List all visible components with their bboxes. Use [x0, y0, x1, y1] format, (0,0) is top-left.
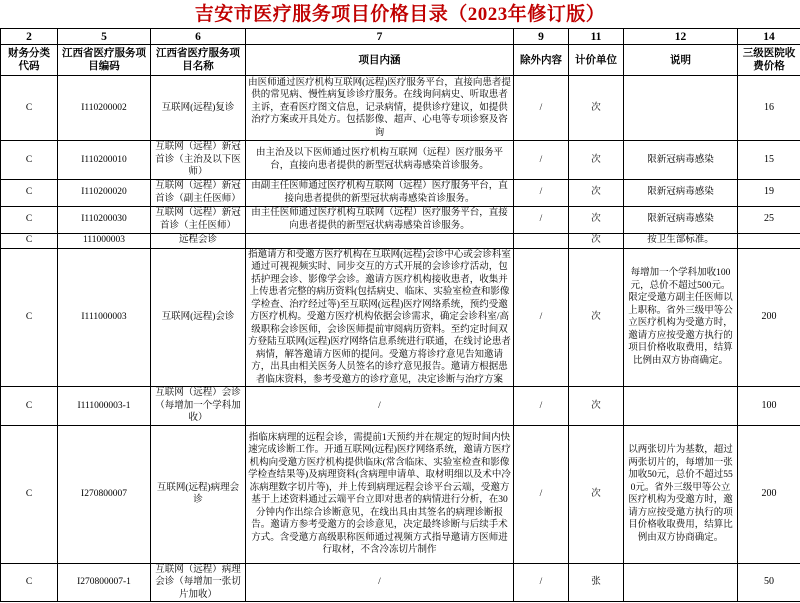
cell-category: C — [1, 425, 58, 563]
cell-category: C — [1, 233, 58, 248]
column-number: 14 — [738, 29, 800, 45]
cell-unit: 次 — [569, 141, 624, 180]
table-row — [1, 233, 800, 248]
cell-price: 100 — [738, 387, 800, 426]
cell-category: C — [1, 563, 58, 602]
cell-name: 远程会诊 — [151, 233, 246, 248]
column-header: 项目内涵 — [246, 45, 514, 76]
cell-code: I270800007 — [58, 425, 151, 563]
cell-content: 由副主任医师通过医疗机构互联网（远程）医疗服务平台，直接向患者提供的新型冠状病毒感染首诊服务。 — [246, 179, 514, 206]
cell-price: 15 — [738, 141, 800, 180]
cell-unit: 次 — [569, 206, 624, 233]
cell-note: 以两张切片为基数，超过两张切片的，每增加一张加收50元，总价不超过550元。省外三级甲等公立医疗机构为受邀方时，邀请方应按受邀方执行的项目价格收取费用，结算比例由双方协商确定。 — [624, 425, 738, 563]
cell-category: C — [1, 141, 58, 180]
column-number: 2 — [1, 29, 58, 45]
cell-code: I111000003 — [58, 248, 151, 387]
table-row — [1, 425, 800, 563]
cell-content — [246, 233, 514, 248]
cell-note: 限新冠病毒感染 — [624, 179, 738, 206]
cell-note: 限新冠病毒感染 — [624, 206, 738, 233]
cell-content: 指临床病理的远程会诊，需提前1天预约并在规定的短时间内快速完成诊断工作。开通互联网(远程)医疗网络系统，邀请方医疗机构向受邀方医疗机构提供临床(常含临床、实验室检查和影像学检查结果等)及病理资料(含病理申请单、取材明细以及术中冷冻病理数字切片等)，并上传到病理远程会诊平台云端，受邀方基于上述资料通过云端平台立即对患者的病情进行分析，在30分钟内作出综合诊断意见，在线出具由其签名的病理诊断报告。邀请方参考受邀方的会诊意见，决定最终诊断与后续手术方式。含受邀方高级职称医师通过视频方式指导邀请方医师进行取材，不含冷冻切片制作 — [246, 425, 514, 563]
cell-note — [624, 387, 738, 426]
table-row — [1, 179, 800, 206]
cell-note — [624, 76, 738, 141]
cell-exclusion — [514, 233, 569, 248]
cell-name: 互联网(远程)会诊 — [151, 248, 246, 387]
cell-name: 互联网（远程）新冠首诊（副主任医师） — [151, 179, 246, 206]
table-row — [1, 563, 800, 602]
cell-exclusion: / — [514, 76, 569, 141]
cell-unit: 次 — [569, 248, 624, 387]
cell-price: 200 — [738, 425, 800, 563]
cell-price: 16 — [738, 76, 800, 141]
cell-category: C — [1, 76, 58, 141]
cell-price: 50 — [738, 563, 800, 602]
table-row — [1, 387, 800, 426]
cell-name: 互联网（远程）新冠首诊（主任医师） — [151, 206, 246, 233]
cell-code: I270800007-1 — [58, 563, 151, 602]
cell-unit: 次 — [569, 387, 624, 426]
column-header: 江西省医疗服务项目名称 — [151, 45, 246, 76]
cell-note: 限新冠病毒感染 — [624, 141, 738, 180]
table-row — [1, 141, 800, 180]
cell-content: / — [246, 563, 514, 602]
column-header: 三级医院收费价格 — [738, 45, 800, 76]
cell-name: 互联网(远程)病理会诊 — [151, 425, 246, 563]
page-title: 吉安市医疗服务项目价格目录（2023年修订版） — [194, 4, 606, 25]
cell-price: 25 — [738, 206, 800, 233]
cell-unit: 张 — [569, 563, 624, 602]
table-row — [1, 76, 800, 141]
column-number: 9 — [514, 29, 569, 45]
cell-category: C — [1, 206, 58, 233]
cell-note: 按卫生部标准。 — [624, 233, 738, 248]
cell-unit: 次 — [569, 425, 624, 563]
table-header — [1, 29, 800, 76]
column-header: 除外内容 — [514, 45, 569, 76]
column-header: 江西省医疗服务项目编码 — [58, 45, 151, 76]
cell-name: 互联网(远程)复诊 — [151, 76, 246, 141]
table-row — [1, 248, 800, 387]
cell-code: I111000003-1 — [58, 387, 151, 426]
cell-note: 每增加一个学科加收100元，总价不超过500元。限定受邀方副主任医师以上职称。省外三级甲等公立医疗机构为受邀方时，邀请方应按受邀方执行的项目价格收取费用，结算比例由双方协商确定。 — [624, 248, 738, 387]
cell-exclusion: / — [514, 206, 569, 233]
column-number-row — [1, 29, 800, 45]
column-header: 说明 — [624, 45, 738, 76]
cell-code: 111000003 — [58, 233, 151, 248]
cell-content: 由主任医师通过医疗机构互联网（远程）医疗服务平台，直接向患者提供的新型冠状病毒感染首诊服务。 — [246, 206, 514, 233]
column-number: 12 — [624, 29, 738, 45]
cell-category: C — [1, 387, 58, 426]
cell-note — [624, 563, 738, 602]
cell-content: / — [246, 387, 514, 426]
cell-unit: 次 — [569, 179, 624, 206]
cell-unit: 次 — [569, 233, 624, 248]
table-row — [1, 206, 800, 233]
cell-name: 互联网（远程）病理会诊（每增加一张切片加收） — [151, 563, 246, 602]
cell-content: 指邀请方和受邀方医疗机构在互联网(远程)会诊中心或会诊科室通过可视视频实时、同步交互的方式开展的会诊诊疗活动，包括护理会诊、影像学会诊。邀请方医疗机构接收患者，收集并上传患者完整的病历资料(包括病史、临床、实验室检查和影像学检查、治疗经过等)至互联网(远程)医疗网络系统，预约受邀方医疗机构。受邀方医疗机构依据会诊需求，确定会诊科室/高级职称会诊医师，会诊医师提前审阅病历资料。至约定时间双方登陆互联网(远程)医疗网络信息系统进行联通，在线讨论患者病情，解答邀请方医师的提问。受邀方将诊疗意见告知邀请方，出具由相关医务人员签名的诊疗意见报告。邀请方根据患者临床资料，参考受邀方的诊疗意见，决定诊断与治疗方案 — [246, 248, 514, 387]
cell-price — [738, 233, 800, 248]
cell-exclusion: / — [514, 563, 569, 602]
column-number: 11 — [569, 29, 624, 45]
column-number: 7 — [246, 29, 514, 45]
price-table — [0, 28, 800, 602]
cell-category: C — [1, 179, 58, 206]
cell-content: 由主治及以下医师通过医疗机构互联网（远程）医疗服务平台，直接向患者提供的新型冠状病毒感染首诊服务。 — [246, 141, 514, 180]
column-header: 财务分类代码 — [1, 45, 58, 76]
cell-name: 互联网（远程）会诊（每增加一个学科加收） — [151, 387, 246, 426]
cell-content: 由医师通过医疗机构互联网(远程)医疗服务平台，直接向患者提供的常见病、慢性病复诊诊疗服务。在线询问病史、听取患者主诉，查看医疗图文信息，记录病情，提供诊疗建议，如提供治疗方案或开具处方。包括影像、超声、心电等专项诊察及咨询 — [246, 76, 514, 141]
cell-name: 互联网（远程）新冠首诊（主治及以下医师） — [151, 141, 246, 180]
cell-exclusion: / — [514, 179, 569, 206]
table-body — [1, 76, 800, 602]
cell-exclusion: / — [514, 425, 569, 563]
column-number: 5 — [58, 29, 151, 45]
cell-code: I110200002 — [58, 76, 151, 141]
cell-unit: 次 — [569, 76, 624, 141]
cell-exclusion: / — [514, 141, 569, 180]
cell-code: I110200030 — [58, 206, 151, 233]
cell-price: 200 — [738, 248, 800, 387]
cell-exclusion: / — [514, 387, 569, 426]
cell-code: I110200020 — [58, 179, 151, 206]
column-header: 计价单位 — [569, 45, 624, 76]
cell-category: C — [1, 248, 58, 387]
column-number: 6 — [151, 29, 246, 45]
cell-price: 19 — [738, 179, 800, 206]
cell-code: I110200010 — [58, 141, 151, 180]
cell-exclusion: / — [514, 248, 569, 387]
column-header-row — [1, 45, 800, 76]
